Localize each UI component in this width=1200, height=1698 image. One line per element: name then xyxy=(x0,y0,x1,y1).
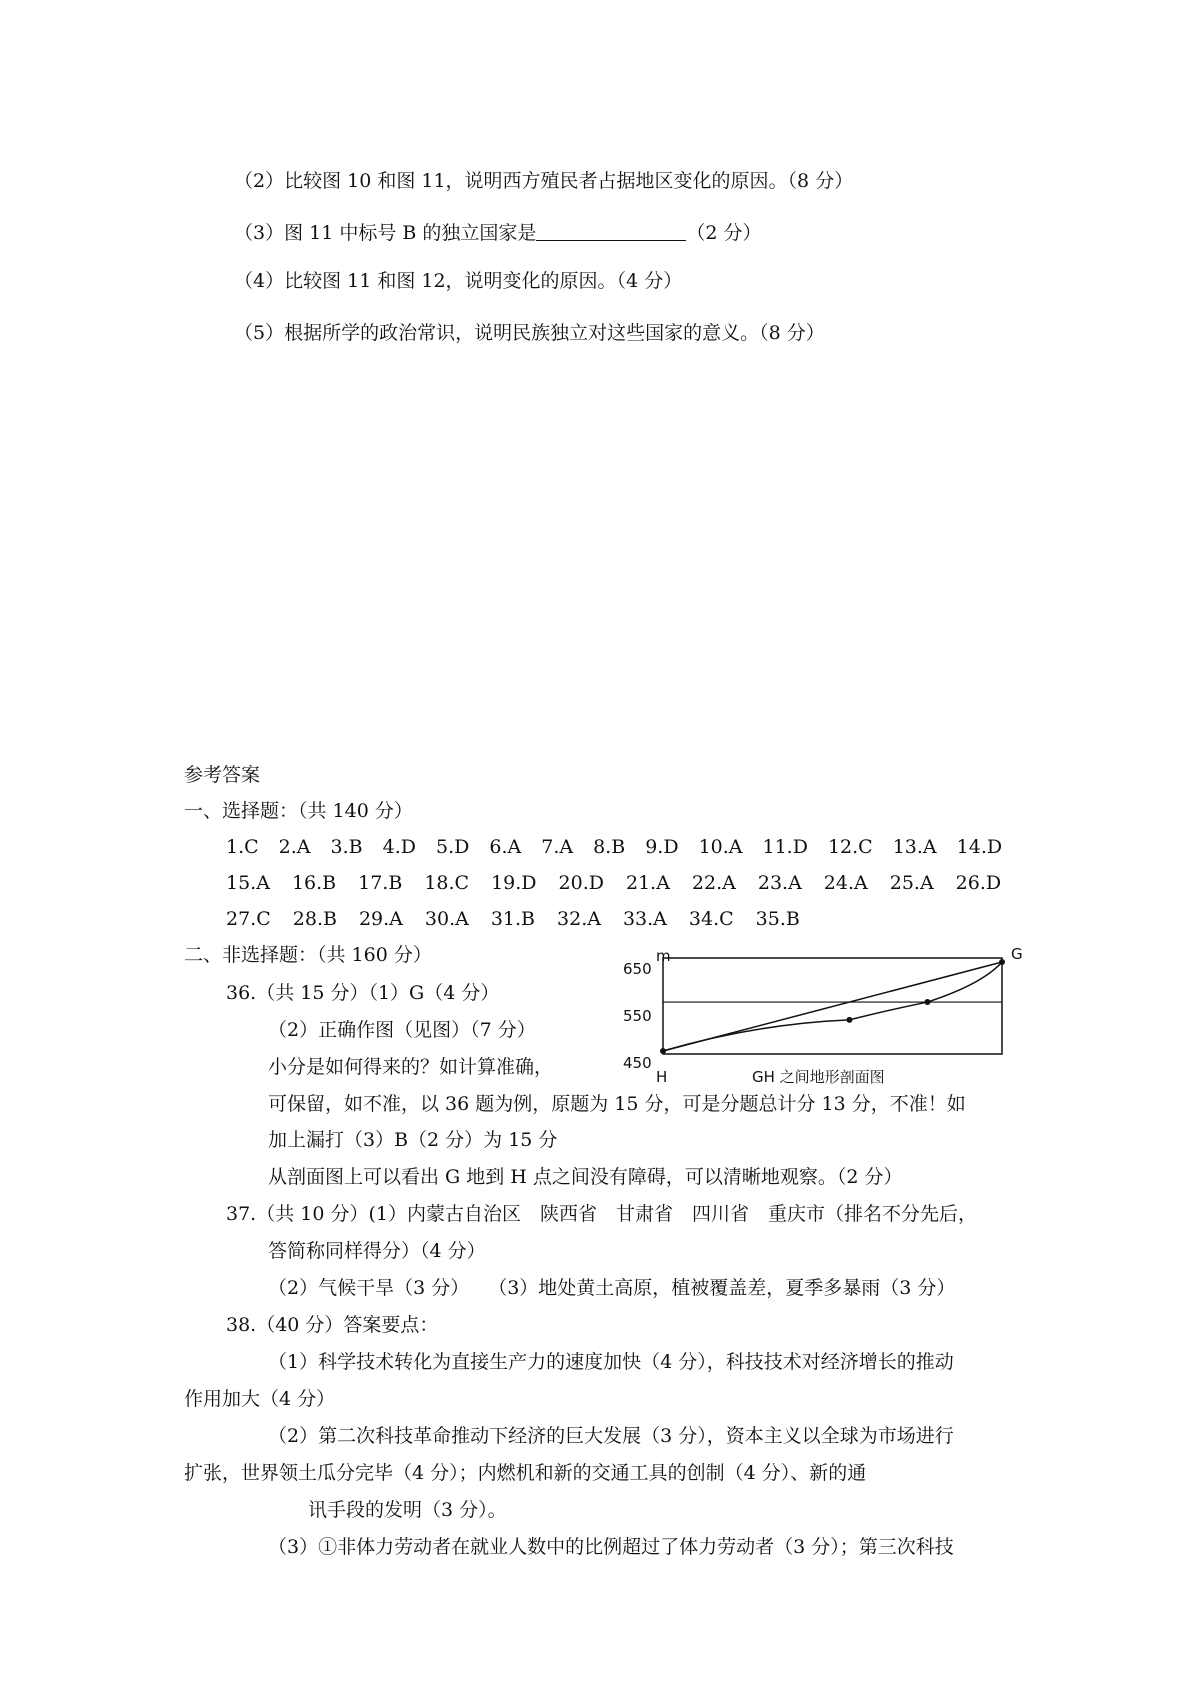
mc-answer: 10.A xyxy=(698,836,743,858)
profile-point-0 xyxy=(660,1048,666,1054)
answer-37-1: 37.（共 10 分）(1）内蒙古自治区 陕西省 甘肃省 四川省 重庆市（排名不分先后， xyxy=(226,1203,977,1225)
answer-38-3: （3）①非体力劳动者在就业人数中的比例超过了体力劳动者（3 分）；第三次科技 xyxy=(268,1536,954,1558)
mc-answer: 17.B xyxy=(358,872,403,894)
sight-line xyxy=(663,962,1002,1051)
mc-answer: 18.C xyxy=(424,872,470,894)
mc-answer: 33.A xyxy=(622,908,667,930)
endpoint-g-label: G xyxy=(1011,945,1023,963)
answer-37-3: （2）气候干旱（3 分） （3）地处黄土高原，植被覆盖差，夏季多暴雨（3 分） xyxy=(268,1277,956,1299)
section-2-title: 二、非选择题：（共 160 分） xyxy=(184,944,432,966)
mc-answer: 24.A xyxy=(823,872,868,894)
profile-point-3 xyxy=(999,959,1005,965)
mc-answer: 34.C xyxy=(688,908,734,930)
mc-answer: 22.A xyxy=(691,872,736,894)
question-3-score: （2 分） xyxy=(686,222,762,244)
mc-answer: 21.A xyxy=(625,872,670,894)
mc-answer: 7.A xyxy=(541,836,574,858)
mc-answer: 9.D xyxy=(645,836,679,858)
y-axis-unit: m xyxy=(656,947,671,965)
answer-36-note-3: 加上漏打（3）B（2 分）为 15 分 xyxy=(268,1129,558,1151)
y-tick-650: 650 xyxy=(623,960,652,978)
mc-answer: 15.A xyxy=(226,872,270,894)
mc-answer: 14.D xyxy=(956,836,1003,858)
section-1-title: 一、选择题：（共 140 分） xyxy=(184,800,413,822)
mc-answer: 35.B xyxy=(755,908,800,930)
mc-answer: 30.A xyxy=(424,908,469,930)
answer-36-2: （2）正确作图（见图）（7 分） xyxy=(268,1019,536,1041)
question-5: （5）根据所学的政治常识，说明民族独立对这些国家的意义。（8 分） xyxy=(234,322,825,344)
chart-title: GH 之间地形剖面图 xyxy=(752,1068,885,1086)
answer-38-title: 38.（40 分）答案要点： xyxy=(226,1314,439,1336)
mc-answer: 26.D xyxy=(955,872,1002,894)
mc-answer: 8.B xyxy=(593,836,626,858)
answer-38-2c: 讯手段的发明（3 分）。 xyxy=(308,1499,507,1521)
endpoint-h-label: H xyxy=(656,1068,668,1086)
mc-answer: 13.A xyxy=(892,836,937,858)
mc-answer: 11.D xyxy=(762,836,808,858)
question-2: （2）比较图 10 和图 11，说明西方殖民者占据地区变化的原因。（8 分） xyxy=(234,170,854,192)
mc-answer: 25.A xyxy=(889,872,934,894)
profile-point-2 xyxy=(924,999,930,1005)
mc-answer: 27.C xyxy=(226,908,271,930)
y-tick-450: 450 xyxy=(623,1054,652,1072)
mc-answer: 23.A xyxy=(757,872,802,894)
y-tick-550: 550 xyxy=(623,1007,652,1025)
answer-36-note-1: 小分是如何得来的？如计算准确， xyxy=(268,1056,554,1078)
mc-answer: 6.A xyxy=(489,836,522,858)
mc-answer: 32.A xyxy=(557,908,601,930)
answer-36-1: 36.（共 15 分）（1）G（4 分） xyxy=(226,982,500,1004)
answer-38-2b: 扩张，世界领土瓜分完毕（4 分）；内燃机和新的交通工具的创制（4 分）、新的通 xyxy=(184,1462,867,1484)
profile-point-1 xyxy=(846,1017,852,1023)
mc-answer: 16.B xyxy=(291,872,337,894)
mc-answer: 1.C xyxy=(226,836,259,858)
mc-answer: 31.B xyxy=(490,908,536,930)
answers-heading: 参考答案 xyxy=(184,764,261,786)
mc-answer: 4.D xyxy=(382,836,416,858)
mc-answer: 20.D xyxy=(558,872,604,894)
mc-answer: 28.B xyxy=(292,908,337,930)
answer-38-2a: （2）第二次科技革命推动下经济的巨大发展（3 分），资本主义以全球为市场进行 xyxy=(268,1425,954,1447)
answer-36-3: 从剖面图上可以看出 G 地到 H 点之间没有障碍，可以清晰地观察。（2 分） xyxy=(268,1166,903,1188)
answer-36-note-2: 可保留，如不准，以 36 题为例，原题为 15 分，可是分题总计分 13 分，不准！如 xyxy=(268,1093,966,1115)
answer-37-2: 答简称同样得分）（4 分） xyxy=(268,1240,486,1262)
mc-answer: 19.D xyxy=(491,872,537,894)
answer-38-1a: （1）科学技术转化为直接生产力的速度加快（4 分），科技技术对经济增长的推动 xyxy=(268,1351,954,1373)
mc-answer: 29.A xyxy=(358,908,403,930)
question-3-text: （3）图 11 中标号 B 的独立国家是 xyxy=(234,222,537,244)
mc-answer: 5.D xyxy=(436,836,470,858)
answer-38-1b: 作用加大（4 分） xyxy=(184,1388,336,1410)
mc-answer: 2.A xyxy=(278,836,311,858)
mc-answer: 12.C xyxy=(827,836,873,858)
question-4: （4）比较图 11 和图 12，说明变化的原因。（4 分） xyxy=(234,270,683,292)
mc-answer: 3.B xyxy=(330,836,363,858)
